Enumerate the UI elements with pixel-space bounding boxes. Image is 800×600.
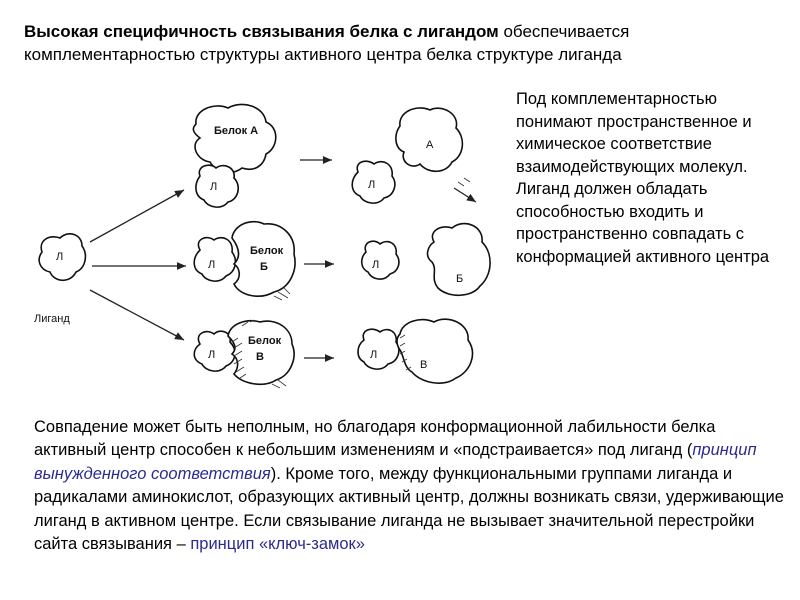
protein-a-label: Белок А (214, 125, 259, 137)
arrow-a-to-result (454, 188, 476, 202)
arrow-to-protein-c (90, 290, 184, 340)
protein-a-result-label: А (426, 139, 434, 151)
explanation-part2: ). Кроме того, между функциональными группами лиганда и радикалами аминокислот, образующих активный центр, должны возникать связи, удерживающие лиганд в активном центре. Если связывание лиганда не вызывает значительной перестройки сайта связывания – (34, 464, 784, 554)
ligand-binding-diagram (28, 92, 508, 412)
protein-b-shape (232, 222, 295, 296)
explanation-part1: Совпадение может быть неполным, но благодаря конформационной лабильности белка активный центр способен к небольшим изменениям и «подстраивается» под лиганд ( (34, 418, 716, 460)
slide-title (24, 20, 784, 66)
protein-b-label-1: Белок (250, 245, 284, 257)
induced-fit-term: принцип вынужденного соответствия (34, 441, 757, 483)
ligand-caption: Лиганд (34, 313, 70, 325)
ligand-c-result-shape (358, 329, 399, 369)
protein-b-result-label: Б (456, 273, 464, 285)
protein-c-label-1: Белок (248, 335, 282, 347)
title-rest: обеспечивается комплементарностью структуры активного центра белка структуре лиганда (24, 22, 630, 64)
title-bold: Высокая специфичность связывания белка с лигандом (24, 22, 499, 41)
ligand-c-result-symbol: Л (370, 349, 378, 361)
arrow-to-protein-a (90, 190, 184, 242)
ligand-a-symbol: Л (210, 181, 218, 193)
free-ligand-symbol: Л (56, 251, 64, 263)
definition-note: Под комплементарностью понимают пространственное и химическое соответствие взаимодействующих молекул. Лиганд должен обладать способностью входить и пространственно совпадать с конформацией активного центра (516, 90, 770, 266)
ligand-a-result-symbol: Л (368, 179, 376, 191)
diagram-svg (28, 92, 508, 412)
lock-and-key-term: принцип «ключ-замок» (190, 535, 365, 554)
explanation-paragraph (34, 416, 786, 556)
protein-c-label-2: В (256, 351, 264, 363)
protein-c-result-label: В (420, 359, 428, 371)
ligand-b-result-symbol: Л (372, 259, 380, 271)
protein-a-shape (193, 104, 275, 172)
ligand-b-symbol: Л (208, 259, 216, 271)
protein-b-label-2: Б (260, 261, 268, 273)
protein-c-result-shape (397, 319, 472, 383)
ligand-c-symbol: Л (208, 349, 216, 361)
ligand-b-result-shape (362, 241, 399, 279)
